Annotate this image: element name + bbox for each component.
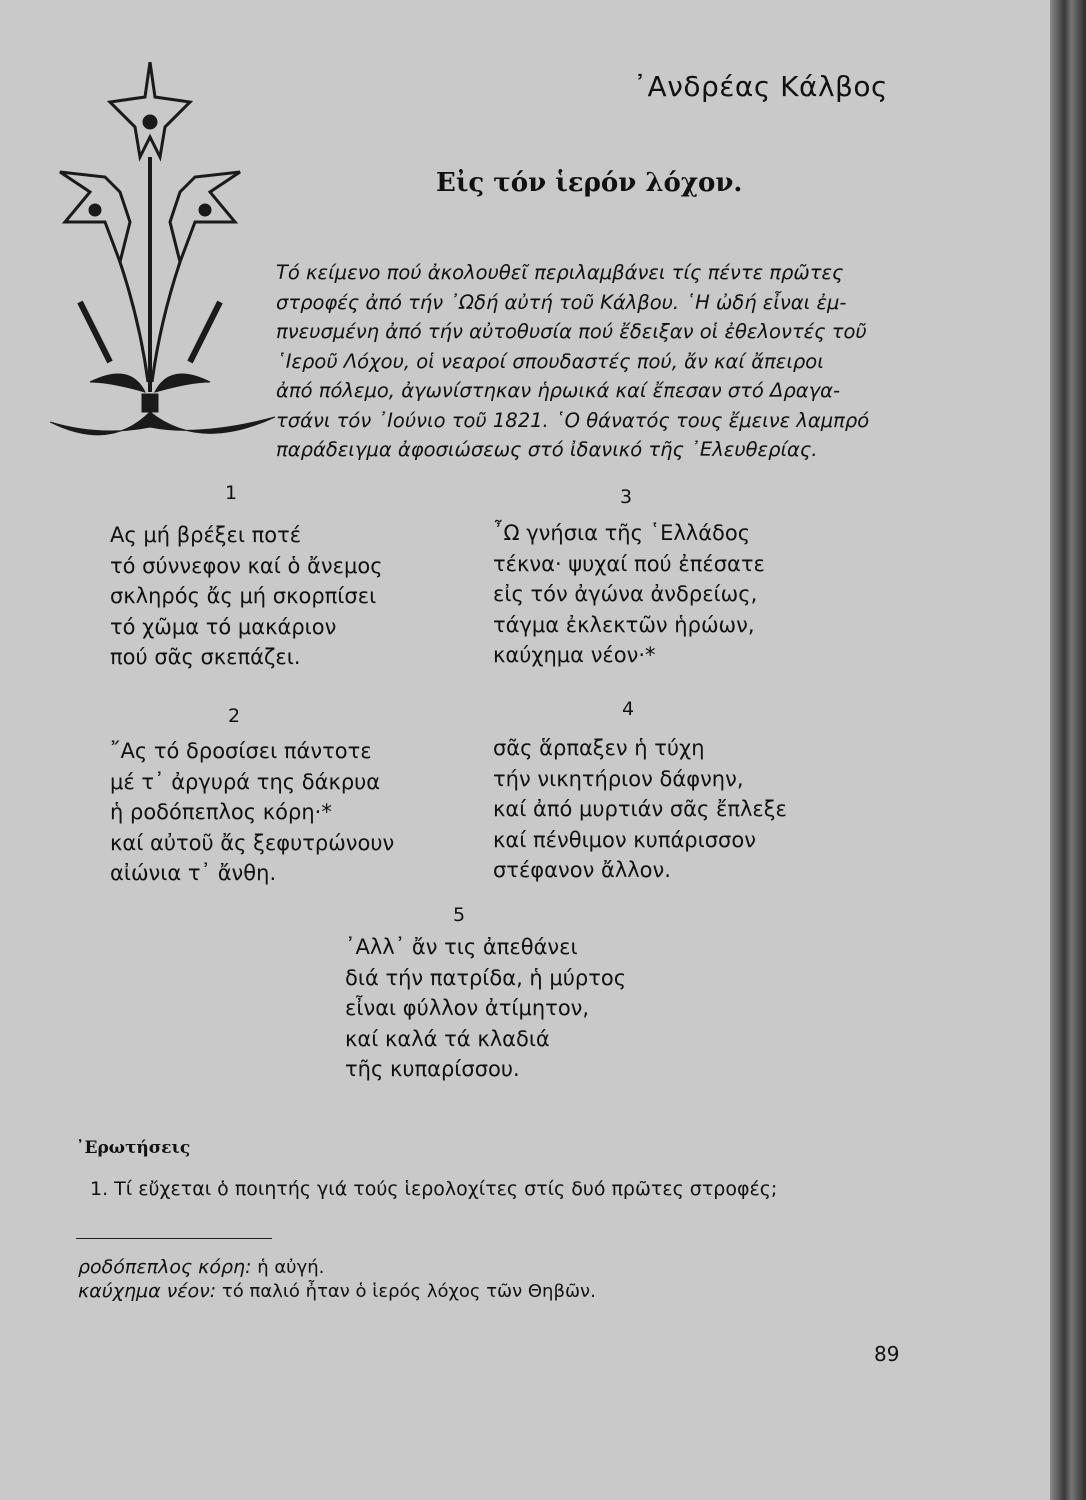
stanza-4 xyxy=(493,733,787,886)
verse-line: αἰώνια τ᾿ ἄνθη. xyxy=(110,861,277,885)
verse-line: τέκνα· ψυχαί πού ἐπέσατε xyxy=(493,551,765,576)
footnote-divider xyxy=(76,1238,272,1239)
verse-line: σᾶς ἅρπαξεν ἡ τύχη xyxy=(493,736,705,760)
verse-line: καί αὐτοῦ ἄς ξεφυτρώνουν xyxy=(110,830,395,855)
stanza-number: 4 xyxy=(622,698,635,720)
verse-line: στέφανον ἄλλον. xyxy=(493,858,671,882)
stanza-number: 1 xyxy=(225,482,238,504)
page-number: 89 xyxy=(874,1342,900,1366)
stanza-number: 3 xyxy=(620,486,633,508)
verse-line: καύχημα νέον·* xyxy=(493,643,656,667)
author-name: ᾿Ανδρέας Κάλβος xyxy=(633,70,888,103)
footnote-term: καύχημα νέον: xyxy=(78,1280,217,1302)
intro-line: στροφές ἀπό τήν ᾿Ωδή αὐτή τοῦ Κάλβου. ῾Η ὠδή εἶναι ἐμ- xyxy=(276,290,847,314)
verse-line: μέ τ᾿ ἀργυρά της δάκρυα xyxy=(110,769,381,794)
verse-line: ᾿Αλλ᾿ ἄν τις ἀπεθάνει xyxy=(345,935,578,959)
footnote-text: ἡ αὐγή. xyxy=(251,1257,325,1278)
verse-line: εἰς τόν ἀγώνα ἀνδρείως, xyxy=(493,582,758,606)
flower-ornament-icon xyxy=(50,62,280,452)
verse-line: ἡ ροδόπεπλος κόρη·* xyxy=(110,800,332,824)
intro-line: τσάνι τόν ᾿Ιούνιο τοῦ 1821. ῾Ο θάνατός τους ἔμεινε λαμπρό xyxy=(276,408,870,432)
verse-line: τάγμα ἐκλεκτῶν ἡρώων, xyxy=(493,612,755,637)
verse-line: διά τήν πατρίδα, ἡ μύρτος xyxy=(345,965,627,990)
verse-line: καί καλά τά κλαδιά xyxy=(345,1026,550,1051)
footnote-term: ροδόπεπλος κόρη: xyxy=(78,1256,252,1278)
question-item: 1. Τί εὔχεται ὁ ποιητής γιά τούς ἱερολοχίτες στίς δυό πρῶτες στροφές; xyxy=(90,1178,778,1200)
intro-line: παράδειγμα ἀφοσιώσεως στό ἰδανικό τῆς ᾿Ελευθερίας. xyxy=(276,438,818,461)
verse-line: ῏Ω γνήσια τῆς ῾Ελλάδος xyxy=(493,521,751,545)
intro-paragraph xyxy=(276,258,896,465)
verse-line: πού σᾶς σκεπάζει. xyxy=(110,645,301,669)
verse-line: ῎Ας τό δροσίσει πάντοτε xyxy=(110,739,372,763)
questions-heading: ᾿Ερωτήσεις xyxy=(76,1138,191,1158)
verse-line: τό χῶμα τό μακάριον xyxy=(110,614,337,639)
intro-line: ῾Ιεροῦ Λόχου, οἱ νεαροί σπουδαστές πού, ἄν καί ἄπειροι xyxy=(276,349,824,373)
stanza-number: 5 xyxy=(453,904,466,926)
footnote xyxy=(78,1280,596,1302)
stanza-2 xyxy=(110,736,394,889)
verse-line: σκληρός ἄς μή σκορπίσει xyxy=(110,584,377,608)
verse-line: τῆς κυπαρίσσου. xyxy=(345,1057,520,1081)
footnote-text: τό παλιό ἦταν ὁ ἱερός λόχος τῶν Θηβῶν. xyxy=(216,1281,596,1302)
intro-line: Τό κείμενο πού ἀκολουθεῖ περιλαμβάνει τίς πέντε πρῶτες xyxy=(276,261,844,284)
verse-line: τήν νικητήριον δάφνην, xyxy=(493,766,744,791)
stanza-number: 2 xyxy=(228,705,241,727)
stanza-5 xyxy=(345,932,626,1085)
intro-line: πνευσμένη ἀπό τήν αὐτοθυσία πού ἔδειξαν οἱ ἐθελοντές τοῦ xyxy=(276,320,867,343)
verse-line: καί πένθιμον κυπάρισσον xyxy=(493,827,756,852)
verse-line: καί ἀπό μυρτιάν σᾶς ἔπλεξε xyxy=(493,797,787,821)
verse-line: Ας μή βρέξει ποτέ xyxy=(110,523,302,547)
verse-line: εἶναι φύλλον ἀτίμητον, xyxy=(345,996,590,1020)
verse-line: τό σύννεφον καί ὁ ἄνεμος xyxy=(110,553,383,578)
stanza-1 xyxy=(110,520,383,673)
intro-line: ἀπό πόλεμο, ἀγωνίστηκαν ἡρωικά καί ἔπεσαν στό Δραγα- xyxy=(276,379,841,402)
poem-title: Εἰς τόν ἱερόν λόχον. xyxy=(436,168,743,198)
footnote xyxy=(78,1256,324,1278)
stanza-3 xyxy=(493,518,765,671)
page-edge xyxy=(1050,0,1086,1500)
